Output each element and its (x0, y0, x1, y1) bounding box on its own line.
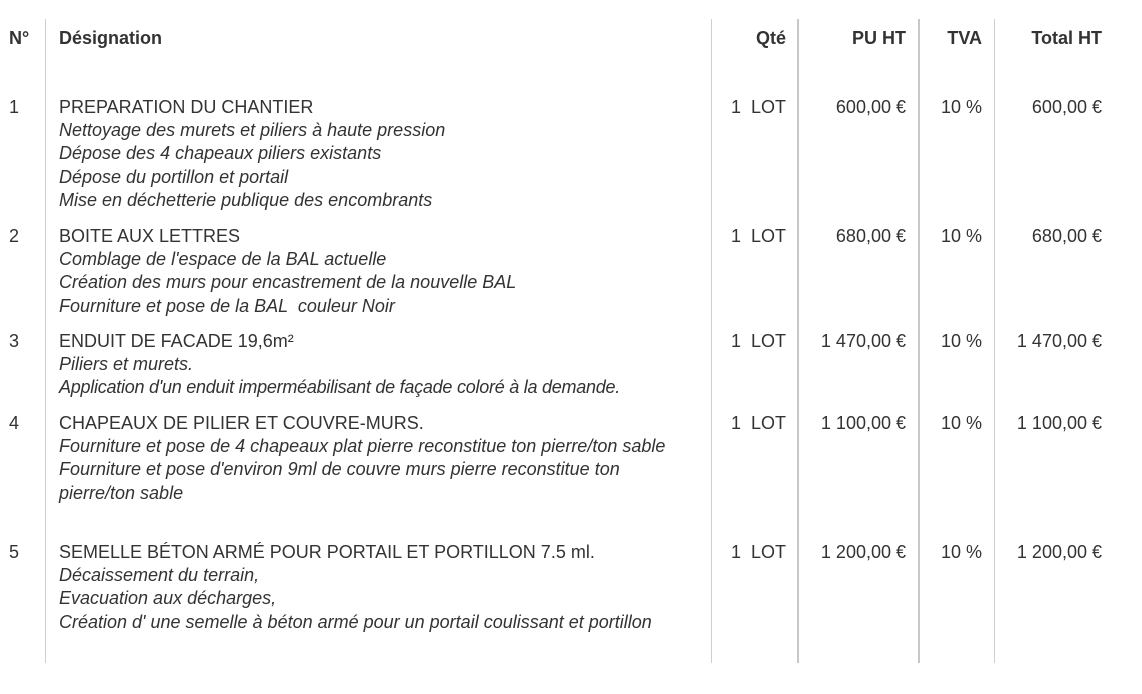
row-detail-line: Création d' une semelle à béton armé pour un portail coulissant et portillon (59, 611, 652, 632)
row-detail-line: Fourniture et pose de la BAL couleur Noir (59, 295, 395, 316)
header-quantity: Qté (755, 28, 786, 48)
row-unit-price: 1 100,00 € (820, 413, 906, 433)
row-total: 600,00 € (1031, 97, 1102, 117)
row-quantity-unit: LOT (750, 542, 786, 562)
row-quantity-value: 1 (730, 542, 741, 562)
row-title: SEMELLE BÉTON ARMÉ POUR PORTAIL ET PORTILLON 7.5 ml. (59, 542, 595, 562)
row-detail-line: Piliers et murets. (59, 354, 194, 375)
row-number: 3 (9, 331, 20, 351)
header-number: N° (9, 28, 30, 48)
column-divider (45, 19, 46, 663)
header-designation: Désignation (59, 28, 163, 48)
row-quantity (731, 412, 786, 435)
row-unit-price: 1 470,00 € (820, 331, 906, 351)
row-quantity (731, 541, 786, 564)
column-divider (994, 19, 995, 663)
row-quantity-unit: LOT (750, 331, 786, 351)
row-total: 1 100,00 € (1016, 413, 1102, 433)
row-detail-line: Mise en déchetterie publique des encombrants (59, 189, 433, 210)
row-total: 1 470,00 € (1016, 331, 1102, 351)
row-detail-line: Application d'un enduit imperméabilisant de façade coloré à la demande. (59, 377, 621, 398)
row-quantity-value: 1 (730, 97, 741, 117)
row-tva: 10 % (940, 331, 982, 351)
row-detail-line: Dépose du portillon et portail (59, 166, 289, 187)
row-title: ENDUIT DE FACADE 19,6m² (59, 331, 294, 351)
row-detail-line: Evacuation aux décharges, (59, 588, 277, 609)
row-tva: 10 % (940, 413, 982, 433)
row-detail-line: Fourniture et pose d'environ 9ml de couvre murs pierre reconstitue ton pierre/ton sable (59, 459, 620, 503)
row-quantity-value: 1 (730, 226, 741, 246)
column-divider (711, 19, 712, 663)
row-unit-price: 1 200,00 € (820, 542, 906, 562)
row-title: CHAPEAUX DE PILIER ET COUVRE-MURS. (59, 413, 424, 433)
row-quantity (731, 330, 786, 353)
row-number: 2 (9, 226, 20, 246)
row-quantity-value: 1 (730, 413, 741, 433)
row-title: BOITE AUX LETTRES (59, 226, 241, 246)
row-title: PREPARATION DU CHANTIER (59, 97, 314, 117)
row-number: 1 (9, 97, 20, 117)
row-total: 680,00 € (1031, 226, 1102, 246)
row-quantity (731, 225, 786, 248)
row-unit-price: 680,00 € (835, 226, 906, 246)
row-detail-line: Décaissement du terrain, (59, 565, 260, 586)
row-detail-line: Fourniture et pose de 4 chapeaux plat pierre reconstitue ton pierre/ton sable (59, 436, 666, 457)
row-detail-line: Nettoyage des murets et piliers à haute pression (59, 120, 446, 141)
row-quantity (731, 96, 786, 119)
header-total: Total HT (1031, 28, 1102, 48)
row-number: 4 (9, 413, 20, 433)
row-quantity-unit: LOT (750, 97, 786, 117)
row-tva: 10 % (940, 542, 982, 562)
header-unit-price: PU HT (852, 28, 906, 48)
column-divider (797, 19, 799, 663)
row-detail-line: Comblage de l'espace de la BAL actuelle (59, 249, 387, 270)
row-total: 1 200,00 € (1016, 542, 1102, 562)
row-tva: 10 % (940, 97, 982, 117)
column-divider (918, 19, 920, 663)
row-designation (59, 96, 699, 212)
header-tva: TVA (947, 28, 982, 48)
row-designation (59, 412, 679, 505)
row-quantity-unit: LOT (750, 226, 786, 246)
row-quantity-value: 1 (730, 331, 741, 351)
row-detail-line: Création des murs pour encastrement de la nouvelle BAL (59, 272, 517, 293)
row-detail-line: Dépose des 4 chapeaux piliers existants (59, 143, 382, 164)
row-quantity-unit: LOT (750, 413, 786, 433)
row-designation (59, 541, 659, 634)
row-designation (59, 225, 699, 318)
row-number: 5 (9, 542, 20, 562)
row-tva: 10 % (940, 226, 982, 246)
row-unit-price: 600,00 € (835, 97, 906, 117)
row-designation (59, 330, 709, 400)
